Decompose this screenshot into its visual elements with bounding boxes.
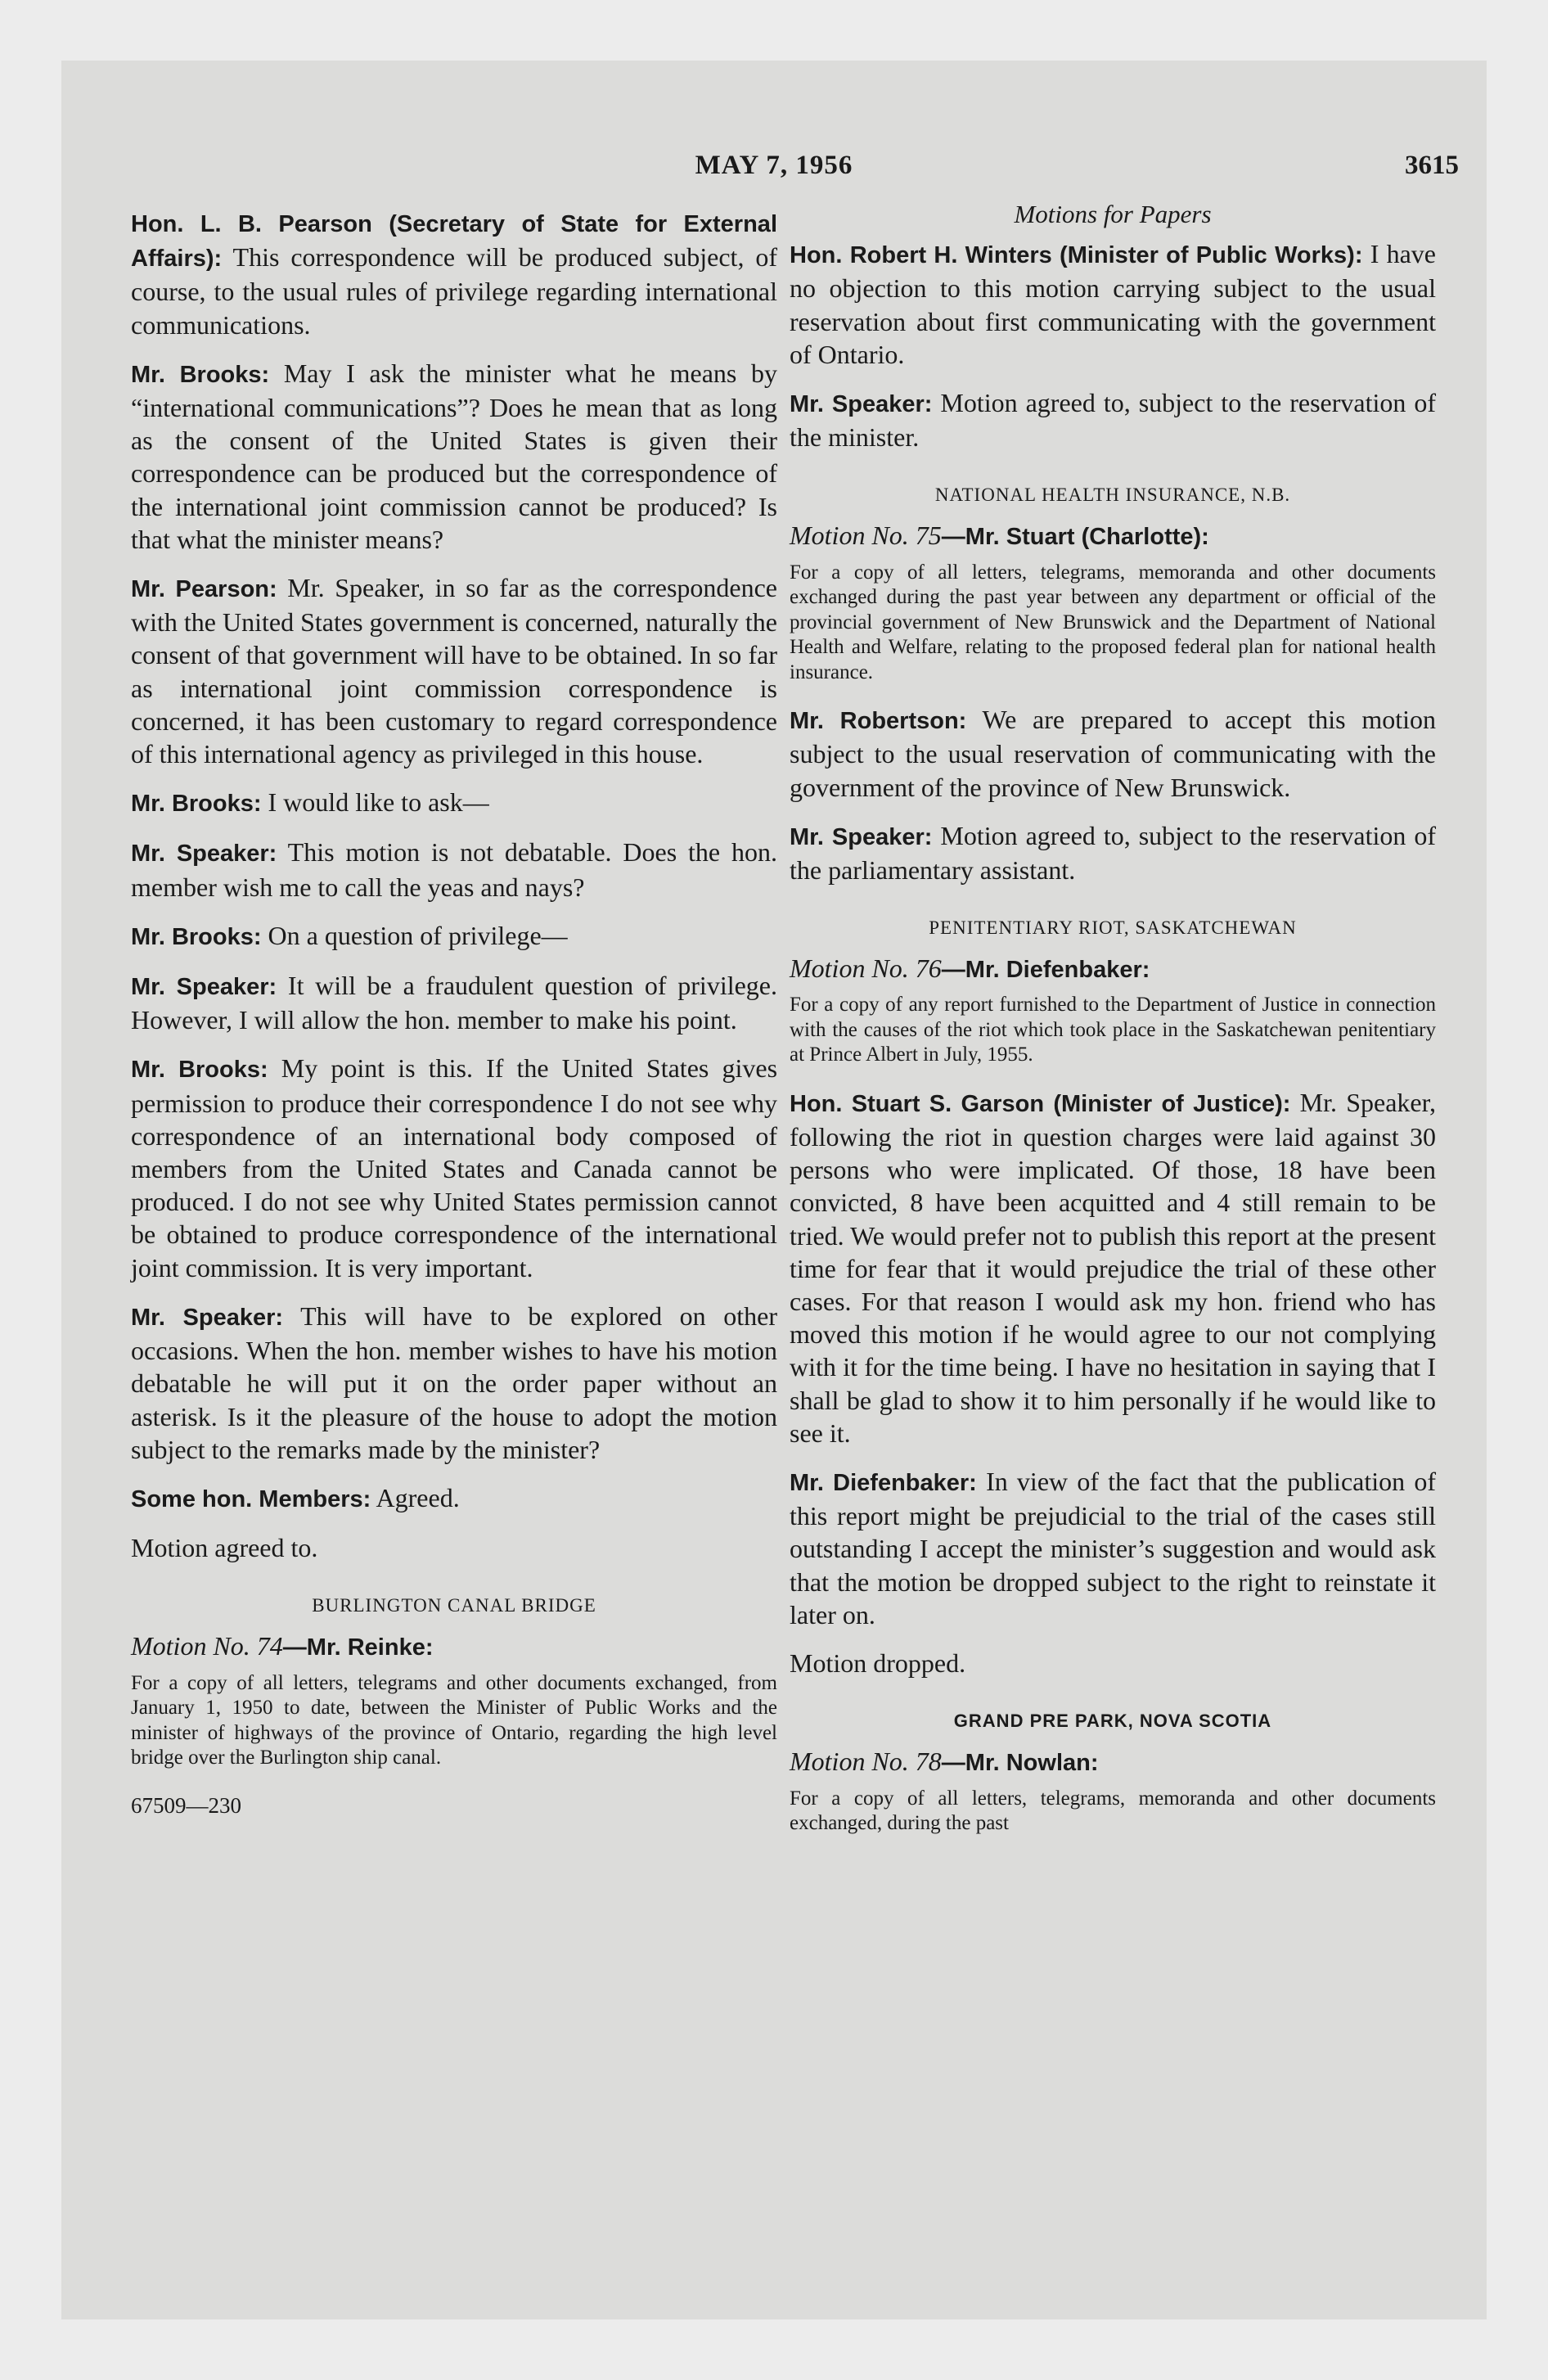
motion-mover: —Mr. Reinke:	[282, 1634, 434, 1661]
motion-text: For a copy of all letters, telegrams, memoranda and other documents exchanged during the past year between any department or official of the provincial government of New Brunswick and the Department of National Health and Welfare, relating to the proposed federal plan for national health insurance.	[790, 561, 1436, 683]
footnote: 67509—230	[131, 1792, 241, 1818]
section-title: BURLINGTON CANAL BRIDGE	[312, 1595, 596, 1616]
motion-label: Motion No. 74	[131, 1631, 283, 1661]
motion-heading	[790, 952, 1436, 986]
paragraph: Motion agreed to.	[131, 1533, 318, 1563]
paragraph	[131, 919, 777, 953]
paragraph	[790, 1086, 1436, 1449]
paragraph	[790, 237, 1436, 371]
paragraph	[131, 969, 777, 1036]
speaker-name: Mr. Speaker:	[790, 391, 933, 418]
speaker-name: Mr. Brooks:	[131, 361, 270, 388]
speech-text: I would like to ask—	[268, 787, 489, 818]
motion-text: For a copy of any report furnished to the Department of Justice in connection with the causes of the riot which took place in the Saskatchewan penitentiary at Prince Albert in July, 1955.	[790, 994, 1436, 1066]
left-column	[131, 206, 777, 1822]
speaker-name: Mr. Brooks:	[131, 791, 262, 818]
speaker-name: Mr. Speaker:	[131, 1304, 284, 1331]
speaker-name: Mr. Speaker:	[131, 841, 277, 868]
paragraph	[131, 206, 777, 341]
speech-text: On a question of privilege—	[268, 920, 568, 950]
paragraph	[790, 819, 1436, 886]
motion-heading	[131, 1629, 777, 1664]
motion-mover: —Mr. Stuart (Charlotte):	[941, 524, 1209, 551]
motion-mover: —Mr. Diefenbaker:	[941, 957, 1150, 984]
speaker-name: Hon. L. B. Pearson (Secretary of State for External Affairs):	[131, 211, 777, 273]
speech-text: Mr. Speaker, following the riot in question charges were laid against 30 persons who were implicated. Of those, 18 have been convicted, 8 have been acquitted and 4 still remain to be tried. We would prefer not to publish this report at the present time for fear that it would prejudice the trial of these other cases. For that reason I would ask my hon. friend who has moved this motion if he would agree to our not complying with it for the time being. I have no hesitation in saying that I shall be glad to show it to him personally if he would like to see it.	[790, 1087, 1437, 1448]
paragraph	[131, 786, 777, 820]
section-title: PENITENTIARY RIOT, SASKATCHEWAN	[929, 917, 1297, 939]
motion-label: Motion No. 75	[790, 521, 942, 551]
page-header	[61, 151, 1487, 183]
motion-heading	[790, 1745, 1436, 1779]
hansard-page	[61, 61, 1487, 2319]
speech-text: In view of the fact that the publication of this report might be prejudicial to the trial of the cases still outstanding I accept the minister’s suggestion and would ask that the motion be dropped subject to the right to reinstate it later on.	[790, 1467, 1437, 1629]
motion-label: Motion No. 76	[790, 953, 942, 984]
motion-mover: —Mr. Nowlan:	[941, 1750, 1099, 1777]
paragraph	[131, 1481, 777, 1516]
paragraph	[790, 1465, 1436, 1631]
paragraph	[790, 703, 1436, 804]
speech-text: Mr. Speaker, in so far as the correspondence with the United States government is concerned, naturally the consent of that government will have to be obtained. In so far as international joint commission correspondence is concerned, it has been customary to regard correspondence of this international agency as privileged in this house.	[131, 573, 778, 769]
speech-text: Agreed.	[376, 1482, 460, 1512]
column-subheading: Motions for Papers	[1014, 200, 1212, 228]
motion-label: Motion No. 78	[790, 1747, 942, 1777]
header-date: MAY 7, 1956	[695, 151, 853, 180]
speech-text: I have no objection to this motion carrying subject to the usual reservation about first communicating with the government of Ontario.	[790, 239, 1437, 369]
paragraph	[131, 1052, 777, 1283]
paragraph	[131, 836, 777, 903]
speaker-name: Mr. Speaker:	[790, 823, 933, 850]
speaker-name: Mr. Diefenbaker:	[790, 1470, 977, 1497]
speech-text: This will have to be explored on other occasions. When the hon. member wishes to have his motion debatable he will put it on the order paper without an asterisk. Is it the pleasure of the house to adopt the motion subject to the remarks made by the minister?	[131, 1300, 778, 1464]
paragraph	[131, 571, 777, 770]
speech-text: We are prepared to accept this motion subject to the usual reservation of communicating with the government of the province of New Brunswick.	[790, 705, 1436, 802]
right-column	[790, 200, 1437, 1855]
page-number: 3615	[1405, 151, 1459, 180]
motion-text: For a copy of all letters, telegrams, memoranda and other documents exchanged, during the past	[790, 1787, 1436, 1834]
speaker-name: Hon. Robert H. Winters (Minister of Public Works):	[790, 242, 1363, 269]
speaker-name: Mr. Speaker:	[131, 974, 277, 1001]
section-title: NATIONAL HEALTH INSURANCE, N.B.	[934, 485, 1291, 506]
speech-text: This correspondence will be produced subject, of course, to the usual rules of privilege regarding international communications.	[131, 242, 778, 340]
paragraph	[131, 1300, 777, 1466]
speaker-name: Mr. Brooks:	[131, 1057, 268, 1084]
speaker-name: Hon. Stuart S. Garson (Minister of Justice):	[790, 1090, 1291, 1117]
speech-text: May I ask the minister what he means by “international communications”? Does he mean that as long as the consent of the United States is given their correspondence can be produced but the correspondence of the international joint commission cannot be produced? Is that what the minister means?	[131, 358, 778, 554]
speech-text: My point is this. If the United States gives permission to produce their correspondence I do not see why correspondence of an international body composed of members from the United States and Canada cannot be produced. I do not see why United States permission cannot be obtained to produce correspondence of the international joint commission. It is very important.	[131, 1053, 778, 1282]
paragraph: Motion dropped.	[790, 1648, 966, 1679]
speech-text: Motion agreed to, subject to the reservation of the minister.	[790, 388, 1436, 453]
speaker-name: Some hon. Members:	[131, 1485, 371, 1512]
section-title: GRAND PRE PARK, NOVA SCOTIA	[953, 1711, 1272, 1732]
paragraph	[131, 357, 777, 556]
speech-text: It will be a fraudulent question of privilege. However, I will allow the hon. member to make his point.	[131, 971, 778, 1035]
speaker-name: Mr. Brooks:	[131, 923, 262, 950]
paragraph	[790, 386, 1436, 453]
motion-text: For a copy of all letters, telegrams and other documents exchanged, from January 1, 1950 to date, between the Minister of Public Works and the minister of highways of the province of Ontario, regarding the high level bridge over the Burlington ship canal.	[131, 1671, 777, 1769]
speaker-name: Mr. Robertson:	[790, 708, 967, 735]
motion-heading	[790, 519, 1436, 553]
speech-text: Motion agreed to, subject to the reservation of the parliamentary assistant.	[790, 820, 1436, 885]
speech-text: This motion is not debatable. Does the hon. member wish me to call the yeas and nays?	[131, 837, 777, 902]
speaker-name: Mr. Pearson:	[131, 576, 277, 603]
